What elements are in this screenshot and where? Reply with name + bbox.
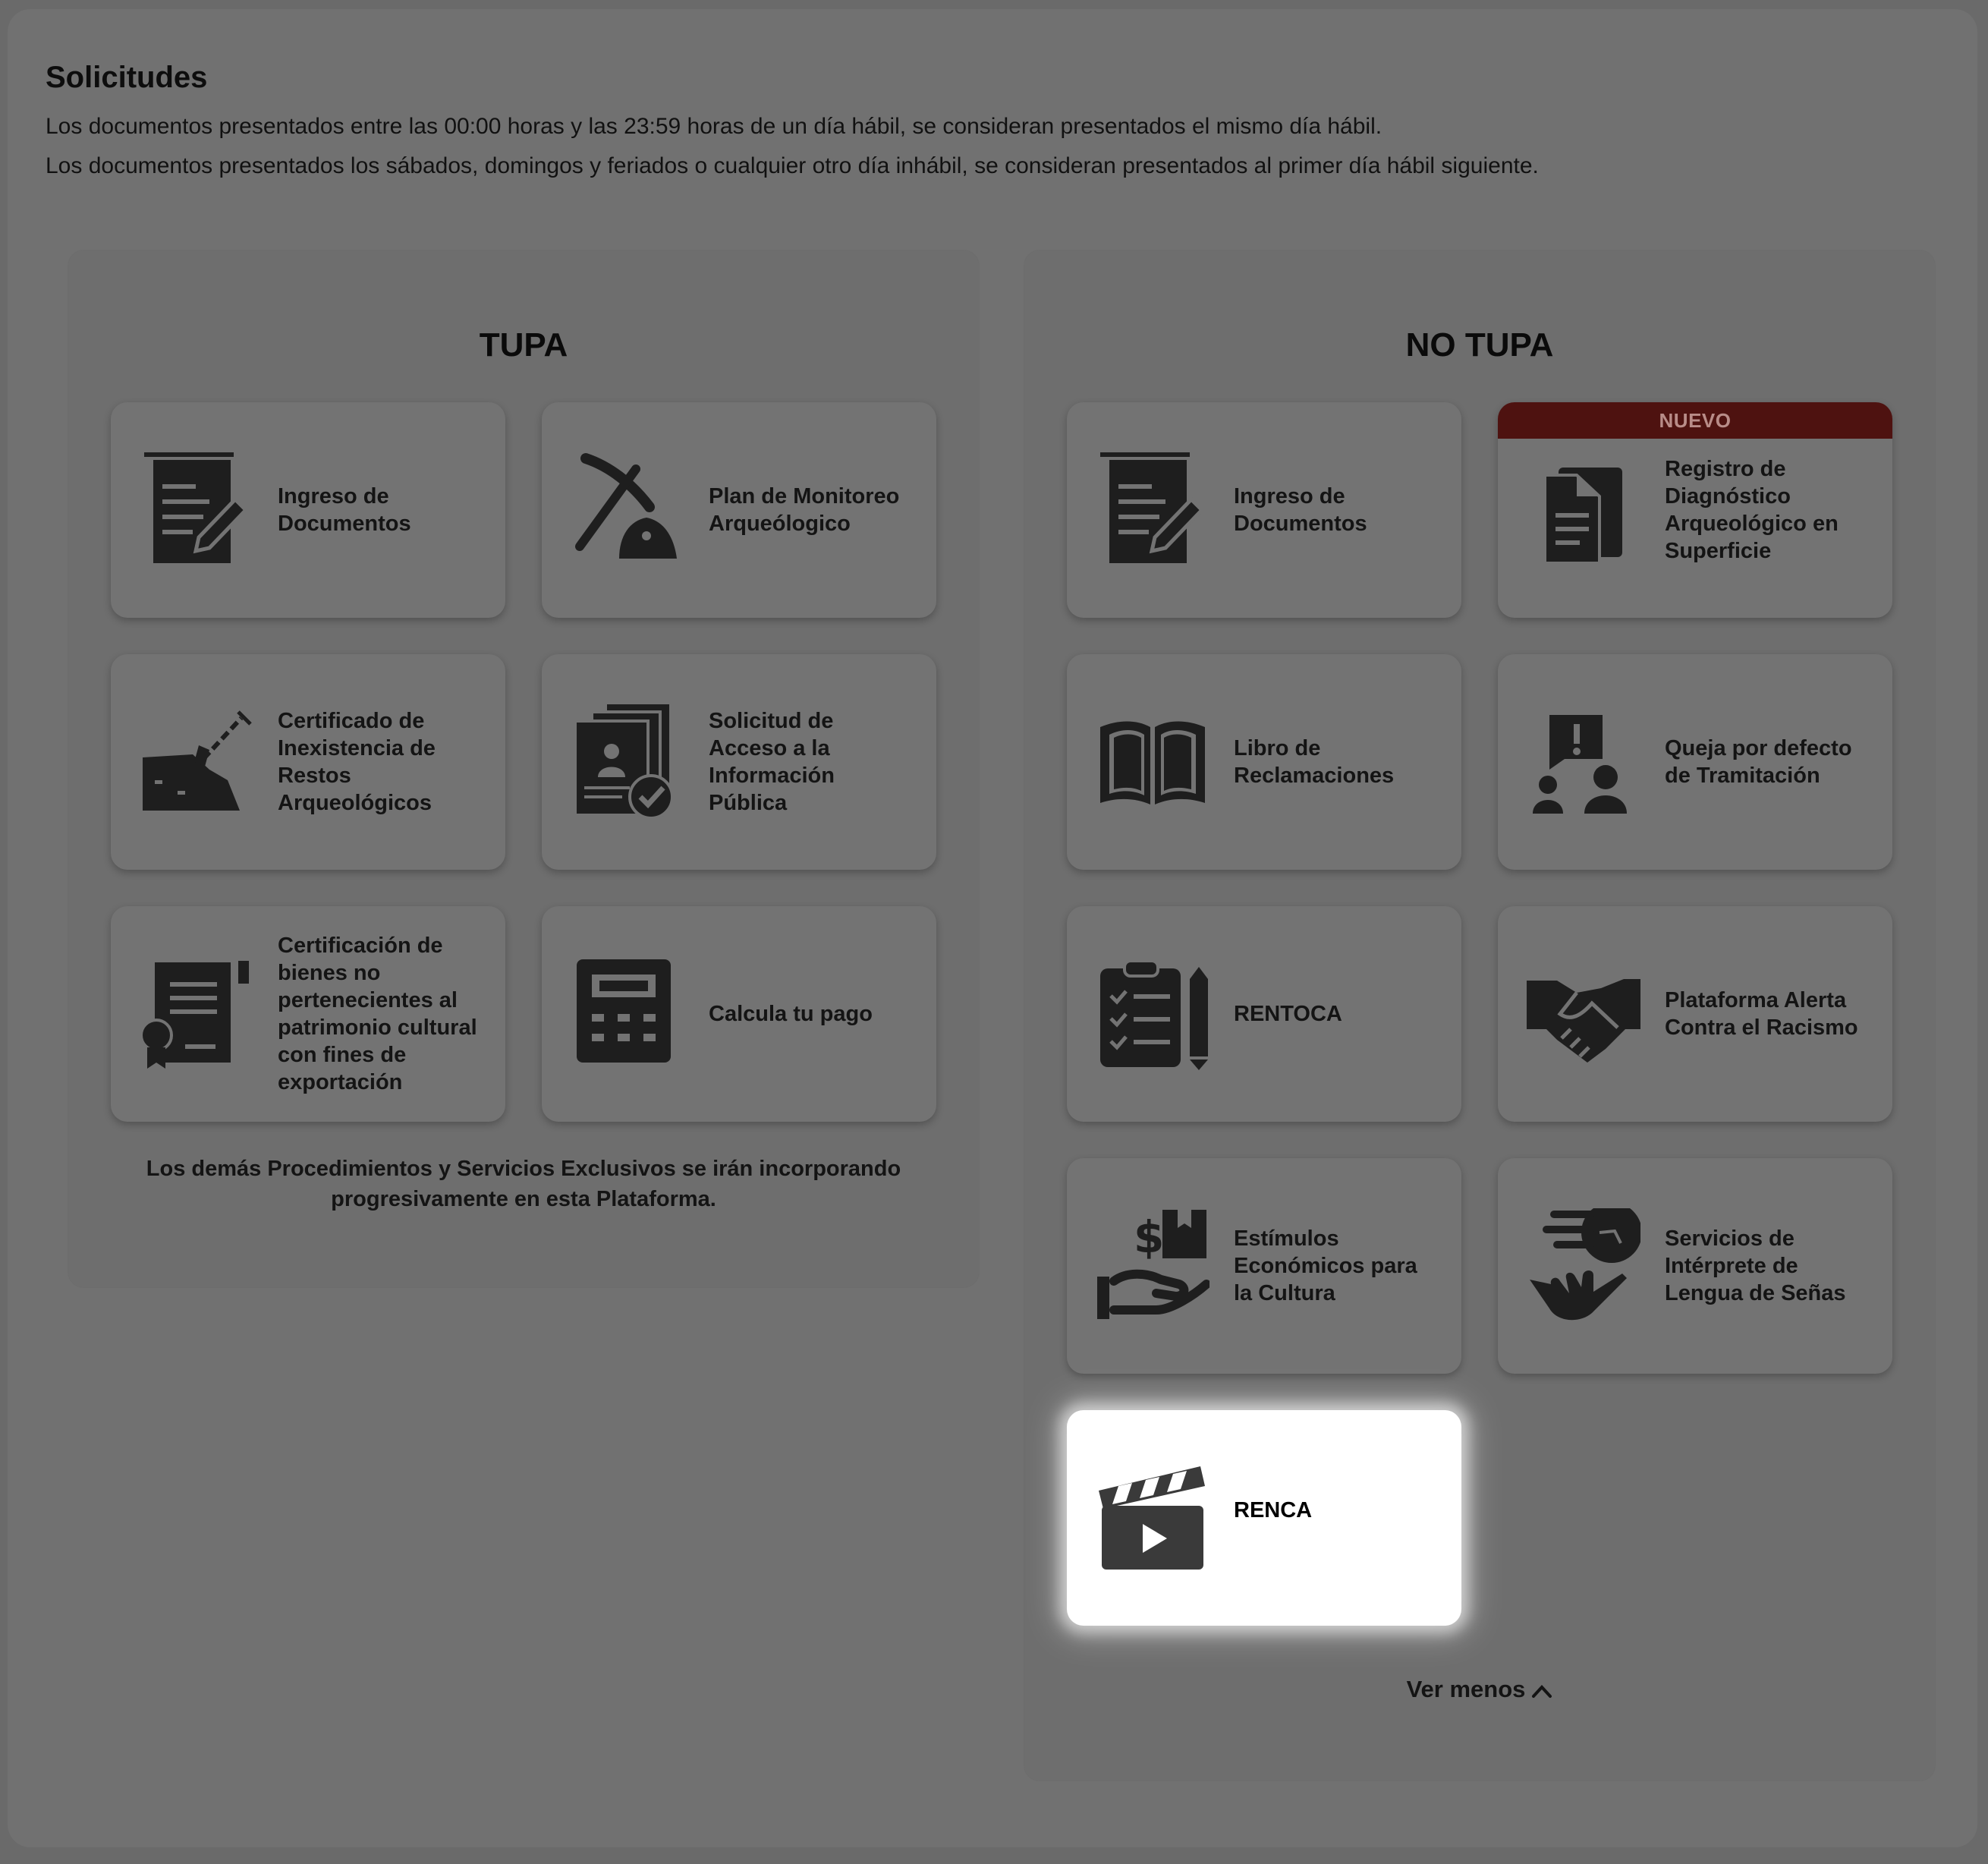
calculator-icon: [571, 956, 684, 1070]
card-label: Libro de Reclamaciones: [1234, 736, 1395, 788]
no-tupa-title: NO TUPA: [1405, 326, 1554, 364]
chevron-up-icon: [1531, 1683, 1552, 1699]
no-tupa-card-registro-diagnostico[interactable]: [1498, 402, 1892, 618]
card-label: Servicios de Intérprete de Lengua de Señas: [1665, 1226, 1846, 1305]
card-label: Certificado de Inexistencia de Restos Arqueológicos: [278, 709, 436, 815]
no-tupa-card-queja-tramitacion[interactable]: [1498, 654, 1892, 870]
tupa-panel: [68, 250, 979, 1287]
handshake-icon: [1527, 956, 1640, 1070]
card-label: Calcula tu pago: [709, 1002, 873, 1026]
svg-text:$: $: [1134, 1211, 1165, 1263]
card-label: RENCA: [1234, 1498, 1313, 1522]
card-label: RENTOCA: [1234, 1002, 1342, 1026]
tupa-card-certificado-inexistencia[interactable]: [111, 654, 505, 870]
card-label: Queja por defecto de Tramitación: [1665, 736, 1852, 788]
excavation-icon: [140, 704, 253, 818]
tupa-footnote: Los demás Procedimientos y Servicios Exclusivos se irán incorporando progresivamente en esta Plataforma.: [146, 1157, 901, 1211]
card-label: Ingreso de Documentos: [278, 484, 411, 536]
sign-language-icon: [1527, 1208, 1640, 1322]
page-title: Solicitudes: [46, 61, 208, 94]
complaint-people-icon: [1527, 704, 1640, 818]
no-tupa-card-estimulos-economicos[interactable]: [1067, 1158, 1461, 1374]
tupa-card-ingreso-documentos[interactable]: [111, 402, 505, 618]
ver-menos-label: Ver menos: [1406, 1676, 1526, 1702]
book-open-icon: [1096, 704, 1209, 818]
tupa-card-calcula-pago[interactable]: [542, 906, 936, 1122]
notice-business-hours: Los documentos presentados entre las 00:00 horas y las 23:59 horas de un día hábil, se consideran presentados el mismo día hábil.: [46, 114, 1382, 139]
card-label: Ingreso de Documentos: [1234, 484, 1367, 536]
hand-money-icon: [1096, 1208, 1209, 1322]
tupa-card-plan-monitoreo[interactable]: [542, 402, 936, 618]
no-tupa-card-ingreso-documentos[interactable]: [1067, 402, 1461, 618]
documents-icon: [1527, 452, 1640, 566]
document-edit-icon: [1096, 452, 1209, 566]
solicitudes-page: [8, 9, 1977, 1847]
ver-menos-toggle[interactable]: [1024, 1676, 1935, 1703]
tupa-card-acceso-informacion[interactable]: [542, 654, 936, 870]
new-badge: NUEVO: [1498, 402, 1892, 439]
files-check-icon: [571, 704, 684, 818]
clapperboard-icon: [1096, 1457, 1209, 1571]
card-label: Certificación de bienes no pertenecientes al patrimonio cultural con fines de exportación: [278, 934, 477, 1094]
pickaxe-icon: [571, 452, 684, 566]
no-tupa-card-lengua-senas[interactable]: [1498, 1158, 1892, 1374]
notice-non-business-days: Los documentos presentados los sábados, domingos y feriados o cualquier otro día inhábil, se consideran presentados al primer día hábil siguiente.: [46, 153, 1539, 178]
card-label: Plan de Monitoreo Arqueólogico: [709, 484, 900, 536]
no-tupa-panel: [1024, 250, 1935, 1781]
clipboard-checklist-icon: [1096, 956, 1209, 1070]
certificate-icon: [140, 956, 253, 1070]
card-label: Registro de Diagnóstico Arqueológico en Superficie: [1665, 457, 1839, 563]
tupa-title: TUPA: [479, 326, 568, 364]
no-tupa-card-alerta-racismo[interactable]: [1498, 906, 1892, 1122]
no-tupa-card-rentoca[interactable]: [1067, 906, 1461, 1122]
document-edit-icon: [140, 452, 253, 566]
card-label: Plataforma Alerta Contra el Racismo: [1665, 988, 1858, 1040]
card-label: Solicitud de Acceso a la Información Pública: [709, 709, 835, 815]
card-label: Estímulos Económicos para la Cultura: [1234, 1226, 1417, 1305]
no-tupa-card-libro-reclamaciones[interactable]: [1067, 654, 1461, 870]
no-tupa-card-renca[interactable]: [1067, 1410, 1461, 1626]
tupa-card-certificacion-bienes[interactable]: [111, 906, 505, 1122]
